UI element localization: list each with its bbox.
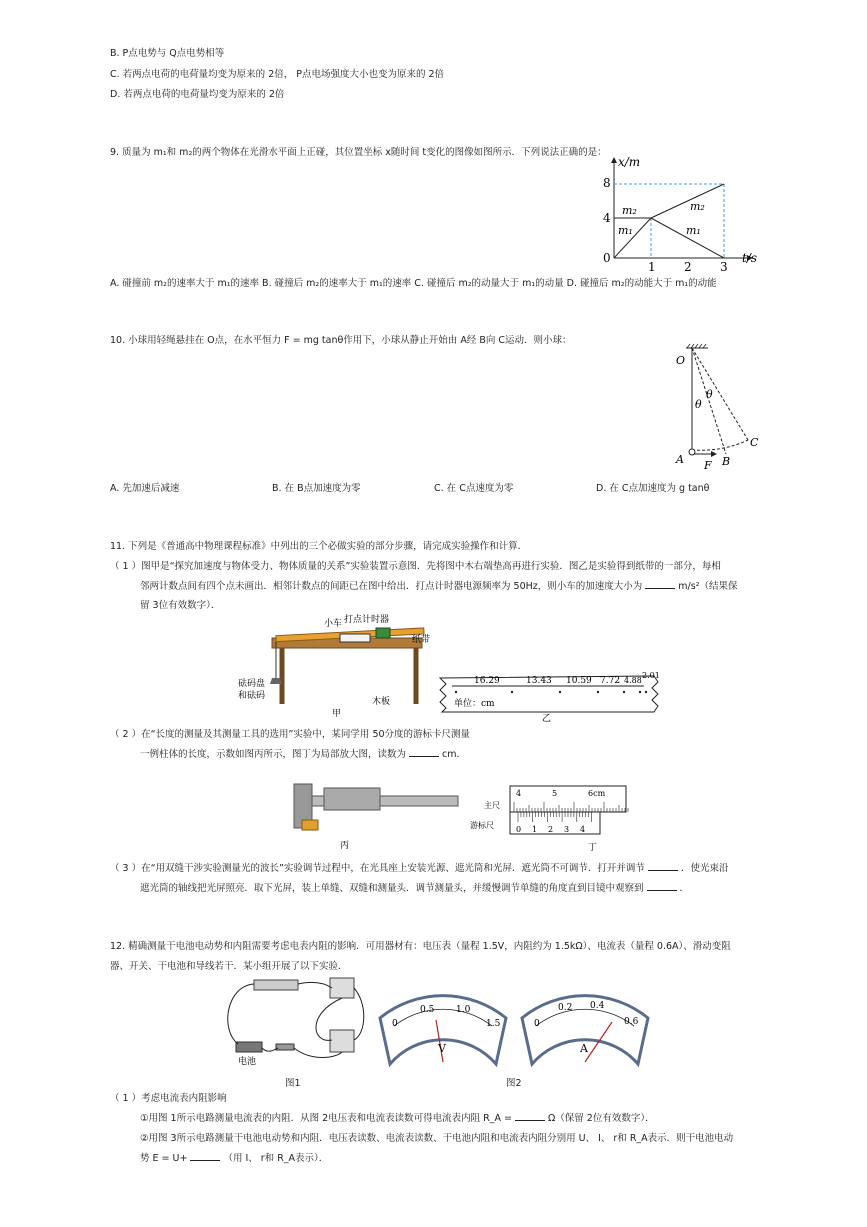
spacing-6: 2.01 <box>642 672 660 680</box>
meter-bottom <box>330 1030 354 1052</box>
point-a-label: A <box>676 453 684 466</box>
caption-bing: 丙 <box>340 841 350 850</box>
ammeter <box>522 996 648 1064</box>
label-m2-after: m₂ <box>690 200 705 213</box>
caption-jia: 甲 <box>332 709 342 718</box>
figure-jia-apparatus <box>236 612 436 718</box>
q11-part1-line2: 邻两计数点间有四个点未画出．相邻计数点的间距已在图中给出．打点计时器电源频率为 50Hz，则小车的加速度大小为 m/s²（结果保 <box>140 581 738 592</box>
point-o-label: O <box>676 354 686 367</box>
vernier-tick: 2 <box>548 825 554 834</box>
label-cart: 小车 <box>324 619 343 629</box>
answer-blank-length[interactable] <box>409 756 439 757</box>
q12-part1-c: 势 E = U+ （用 I、 r和 R_A表示）． <box>140 1153 329 1164</box>
q9-options: A. 碰撞前 m₂的速率大于 m₁的速率 B. 碰撞后 m₂的速率大于 m₁的速率 C. 碰撞后 m₂的动量大于 m₁的动量 D. 碰撞后 m₂的动能大于 m₁的动能 <box>110 278 717 289</box>
spacing-4: 7.72 <box>600 676 621 686</box>
timer <box>376 628 390 638</box>
label-weights-2: 和砝码 <box>238 691 266 701</box>
label-weights: 砝码盘 <box>238 679 266 689</box>
arc-path <box>692 440 748 450</box>
y-tick: 4 <box>603 211 611 225</box>
main-tick: 6cm <box>588 789 606 798</box>
y-tick: 8 <box>603 176 611 190</box>
theta-label: θ <box>695 398 702 411</box>
cart <box>340 634 370 642</box>
label-battery: 电池 <box>238 1057 257 1067</box>
y-tick: 0 <box>603 251 611 265</box>
q10-option-b: B. 在 B点加速度为零 <box>272 483 361 494</box>
a-tick: 0.4 <box>590 1001 605 1011</box>
string-c <box>692 348 748 440</box>
answer-blank-ra[interactable] <box>515 1120 545 1121</box>
q12-stem-line2: 器、开关、干电池和导线若干．某小组开展了以下实验． <box>110 961 348 972</box>
q11-part2-line2: 一例柱体的长度，示数如图丙所示，图丁为局部放大图，读数为 cm． <box>140 749 466 760</box>
m2-after-line <box>651 184 724 218</box>
figure-2-meters <box>376 988 658 1068</box>
weights-icon <box>270 678 282 684</box>
q8-option-b: B. P点电势与 Q点电势相等 <box>110 48 225 59</box>
spacing-3: 10.59 <box>566 676 592 686</box>
spacing-2: 13.43 <box>526 676 552 686</box>
q11-part3-line2: 遮光筒的轴线把光屏照亮．取下光屏，装上单缝、双缝和测量头．调节测量头，并缓慢调节单缝的角度直到目镜中观察到 ． <box>140 883 690 894</box>
q11-stem: 11. 下列是《普通高中物理课程标准》中列出的三个必做实验的部分步骤，请完成实验操作和计算． <box>110 541 528 552</box>
q12-part1-a: ①用图 1所示电路测量电流表的内阻．从图 2电压表和电流表读数可得电流表内阻 R_A = Ω（保留 2位有效数字）． <box>140 1113 655 1124</box>
spacing-1: 16.29 <box>474 676 500 686</box>
vernier-tick: 1 <box>532 825 538 834</box>
label-tape: 纸带 <box>412 635 431 645</box>
a-tick: 0 <box>534 1019 540 1029</box>
a-label: A <box>580 1042 588 1055</box>
label-board: 木板 <box>372 697 391 707</box>
q12-part1-b: ②用图 3所示电路测量干电池电动势和内阻．电压表读数、电流表读数、干电池内阻和电流表内阻分别用 U、 I、 r和 R_A表示．则干电池电动 <box>140 1133 734 1144</box>
x-tick: 1 <box>648 260 656 274</box>
q12-part1: （ 1 ）考虑电流表内阻影响 <box>110 1093 227 1104</box>
a-tick: 0.6 <box>624 1017 639 1027</box>
caption-yi: 乙 <box>542 714 552 722</box>
label-main-scale: 主尺 <box>484 801 500 810</box>
point-c-label: C <box>750 436 759 449</box>
answer-blank-observe[interactable] <box>647 890 677 891</box>
caption-figure-2: 图2 <box>506 1078 522 1089</box>
spacing-5: 4.88 <box>624 676 642 685</box>
point-b-label: B <box>722 455 731 468</box>
q9-position-time-graph <box>592 152 762 274</box>
label-vernier: 游标尺 <box>470 821 494 830</box>
figure-yi-paper-tape <box>438 672 662 722</box>
q10-option-c: C. 在 C点速度为零 <box>434 483 514 494</box>
figure-ding-vernier-scale <box>470 784 630 852</box>
label-timer: 打点计时器 <box>344 615 390 625</box>
main-tick: 5 <box>552 789 558 798</box>
y-axis-label: x/m <box>618 155 641 169</box>
q8-option-d: D. 若两点电荷的电荷量均变为原来的 2倍 <box>110 89 285 100</box>
switch-icon <box>276 1044 294 1050</box>
rheostat <box>254 980 298 990</box>
answer-blank-acceleration[interactable] <box>645 588 675 589</box>
figure-1-circuit <box>216 974 372 1070</box>
x-tick: 2 <box>684 260 692 274</box>
v-tick: 1.5 <box>486 1019 501 1029</box>
caption-ding: 丁 <box>588 843 598 852</box>
q12-stem-line1: 12. 精确测量干电池电动势和内阻需要考虑电表内阻的影响．可用器材有：电压表（量程 1.5V，内阻约为 1.5kΩ）、电流表（量程 0.6A）、滑动变阻 <box>110 941 731 952</box>
label-m2: m₂ <box>622 204 637 217</box>
tape-unit: 单位：cm <box>454 699 495 709</box>
q8-option-c: C. 若两点电荷的电荷量均变为原来的 2倍， P点电场强度大小也变为原来的 2倍 <box>110 69 445 80</box>
x-axis-label: t/s <box>742 251 758 265</box>
v-tick: 0 <box>392 1019 398 1029</box>
q10-option-a: A. 先加速后减速 <box>110 483 180 494</box>
v-tick: 0.5 <box>420 1005 435 1015</box>
cylinder <box>302 820 318 830</box>
v-tick: 1.0 <box>456 1005 471 1015</box>
vernier-tick: 4 <box>580 825 586 834</box>
meter-top <box>330 978 354 998</box>
label-m1-after: m₁ <box>686 224 701 237</box>
q11-part3-line1: （ 3 ）在“用双缝干涉实验测量光的波长”实验调节过程中，在光具座上安装光源、遮光筒和光屏．遮光筒不可调节．打开并调节 ．使光束沿 <box>110 863 729 874</box>
theta-label-2: θ <box>706 388 713 401</box>
x-tick: 3 <box>720 260 728 274</box>
voltmeter <box>380 996 506 1064</box>
q11-part1-line3: 留 3位有效数字）． <box>140 600 221 611</box>
q11-part1-line1: （ 1 ）图甲是“探究加速度与物体受力、物体质量的关系”实验装置示意图．先将图中木右端垫高再进行实验．图乙是实验得到纸带的一部分，每相 <box>110 561 721 572</box>
answer-blank-adjust[interactable] <box>648 870 678 871</box>
a-tick: 0.2 <box>558 1003 573 1013</box>
q10-stem: 10. 小球用轻绳悬挂在 O点，在水平恒力 F = mg tanθ作用下，小球从静止开始由 A经 B向 C运动．则小球： <box>110 335 572 346</box>
vernier-tick: 3 <box>564 825 570 834</box>
force-f-label: F <box>704 459 712 472</box>
main-tick: 4 <box>516 789 522 798</box>
battery-icon <box>236 1042 262 1052</box>
answer-blank-emf[interactable] <box>190 1160 220 1161</box>
vernier-tick: 0 <box>516 825 522 834</box>
q10-option-d: D. 在 C点加速度为 g tanθ <box>596 483 710 494</box>
q11-part2-line1: （ 2 ）在“长度的测量及其测量工具的选用”实验中，某同学用 50分度的游标卡尺测量 <box>110 729 471 740</box>
q9-stem: 9. 质量为 m₁和 m₂的两个物体在光滑水平面上正碰，其位置坐标 x随时间 t变化的图像如图所示．下列说法正确的是： <box>110 147 607 158</box>
label-m1: m₁ <box>618 224 633 237</box>
figure-bing-caliper <box>284 776 464 850</box>
q10-pendulum-figure <box>672 342 768 472</box>
caption-figure-1: 图1 <box>285 1078 301 1089</box>
v-label: V <box>438 1042 446 1055</box>
